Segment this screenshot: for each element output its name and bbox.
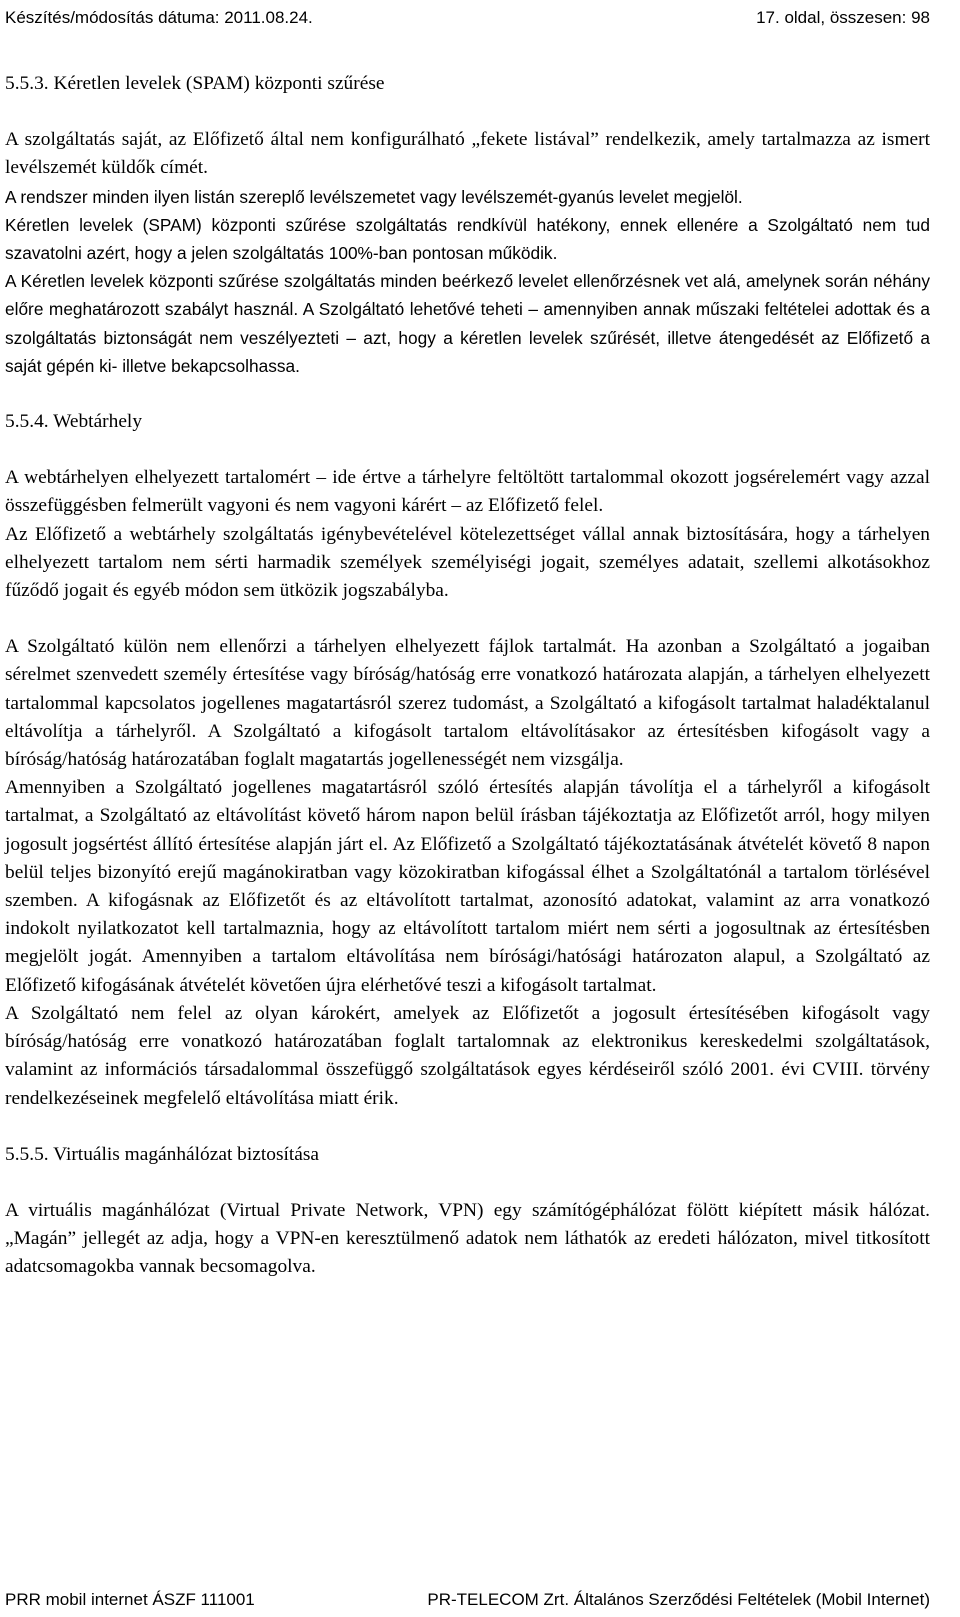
paragraph: Az Előfizető a webtárhely szolgáltatás igénybevételével kötelezettséget vállal annak biztosítására, hogy a tárhelyen elhelyezett tartalom nem sérti harmadik személyek személyiségi jogait, személyes adatait, szellemi alkotásokhoz fűződő jogait és egyéb módon sem ütközik jogszabályba. [5,523,930,602]
section-vpn [5,1141,930,1282]
document-body [5,70,930,1282]
header-date: Készítés/módosítás dátuma: 2011.08.24. [5,8,313,27]
paragraph: A webtárhelyen elhelyezett tartalomért – ide értve a tárhelyre feltöltött tartalommal okozott jogsérelemért vagy azzal összefüggésben felmerült vagyoni és nem vagyoni kárért – az Előfizető felel. [5,467,930,517]
paragraph: A Szolgáltató nem felel az olyan károkért, amelyek az Előfizetőt a jogosult értesítésében kifogásolt vagy bíróság/hatóság erre vonatkozó határozatában foglalt tartalomnak az elektronikus kereskedelmi szolgáltatások, valamint az információs társadalommal összefüggő szolgáltatások egyes kérdéseiről szóló 2001. évi CVIII. törvény rendelkezéseinek megfelelő eltávolítása miatt érik. [5,1002,930,1109]
footer-document-id: PRR mobil internet ÁSZF 111001 [5,1590,255,1609]
paragraph: A szolgáltatás saját, az Előfizető által nem konfigurálható „fekete listával” rendelkezik, amely tartalmazza az ismert levélszemét küldők címét. [5,129,930,179]
section-heading: 5.5.5. Virtuális magánhálózat biztosítása [5,1143,320,1165]
section-heading: 5.5.4. Webtárhely [5,411,143,433]
paragraph: Kéretlen levelek (SPAM) központi szűrése szolgáltatás rendkívül hatékony, ennek ellenére a Szolgáltató nem tud szavatolni azért, hogy a jelen szolgáltatás 100%-ban pontosan működik. [5,214,930,264]
section-heading: 5.5.3. Kéretlen levelek (SPAM) központi szűrése [5,73,385,94]
paragraph: A rendszer minden ilyen listán szereplő levélszemetet vagy levélszemét-gyanús levelet megjelöl. [5,186,743,207]
page-header [5,8,930,28]
paragraph: A Szolgáltató külön nem ellenőrzi a tárhelyen elhelyezett fájlok tartalmát. Ha azonban a Szolgáltató a jogaiban sérelmet szenvedett személy értesítése vagy bíróság/hatóság erre vonatkozó határozata alapján, a tárhelyen elhelyezett tartalommal kapcsolatos jogellenes magatartásról szerez tudomást, a Szolgáltató a kifogásolt tartalmat haladéktalanul eltávolítja a tárhelyről. A Szolgáltató a kifogásolt tartalom eltávolításakor az értesítésben kifogásolt vagy a bíróság/hatóság határozatában foglalt magatartás jogellenességét nem vizsgálja. [5,636,930,771]
paragraph: Amennyiben a Szolgáltató jogellenes magatartásról szóló értesítés alapján távolítja el a tárhelyről a kifogásolt tartalmat, a Szolgáltató az eltávolítást követő három napon belül írásban tájékoztatja az Előfizetőt arról, hogy milyen jogosult jogsértést állító értesítése alapján járt el. Az Előfizető a Szolgáltató tájékoztatásának átvételét követő 8 napon belül teljes bizonyító erejű magánokiratban vagy közokiratban kifogással élhet a Szolgáltatónál a tartalom törlésével szemben. A kifogásnak az Előfizetőt és az eltávolított tartalmat, azonosító adatokat, valamint az arra vonatkozó indokolt nyilatkozatot kell tartalmaznia, hogy az eltávolított tartalom miért nem sérti a jogosultnak az értesítésben megjelölt jogát. Amennyiben a tartalom eltávolítása nem bírósági/hatósági határozaton alapul, a Szolgáltató az Előfizető kifogásának átvételét követően újra elérhetővé teszi a kifogásolt tartalmat. [5,777,930,996]
section-webhosting [5,408,930,1113]
footer-document-title: PR-TELECOM Zrt. Általános Szerződési Feltételek (Mobil Internet) [427,1590,930,1609]
header-page-number: 17. oldal, összesen: 98 [756,8,930,27]
paragraph: A Kéretlen levelek központi szűrése szolgáltatás minden beérkező levelet ellenőrzésnek vet alá, amelynek során néhány előre meghatározott szabályt használ. A Szolgáltató lehetővé teheti – amennyiben annak műszaki feltételei adottak és a szolgáltatás biztonságát nem veszélyezteti – azt, hogy a kéretlen levelek szűrését, illetve átengedését az Előfizető a saját gépén ki- illetve bekapcsolhassa. [5,271,930,376]
page-footer [5,1590,930,1610]
section-spam-filter [5,70,930,380]
paragraph: A virtuális magánhálózat (Virtual Private Network, VPN) egy számítógéphálózat fölött kiépített másik hálózat. „Magán” jellegét az adja, hogy a VPN-en keresztülmenő adatok nem láthatók az eredeti hálózaton, mivel titkosított adatcsomagokba vannak becsomagolva. [5,1199,930,1278]
